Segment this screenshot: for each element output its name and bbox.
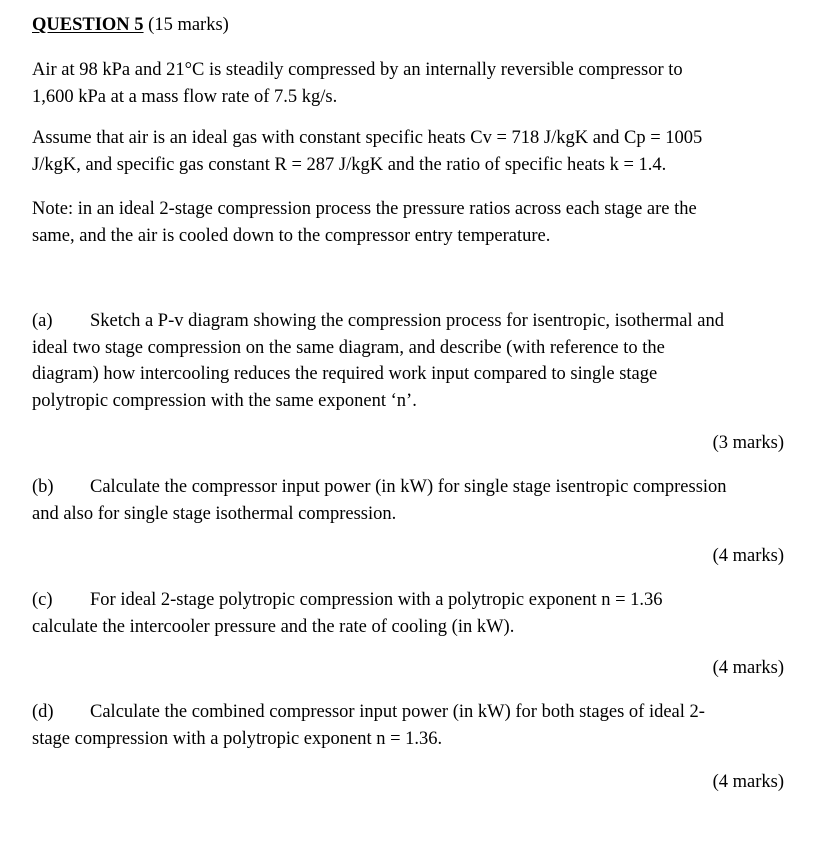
note-line: same, and the air is cooled down to the compressor entry temperature. — [32, 225, 551, 246]
part-c-text: calculate the intercooler pressure and the rate of cooling (in kW). — [32, 616, 515, 637]
part-b-text: and also for single stage isothermal compression. — [32, 503, 397, 524]
part-b-marks: (4 marks) — [712, 546, 784, 566]
part-a-text: polytropic compression with the same exponent ‘n’. — [32, 390, 417, 411]
part-b-label: (b) — [32, 477, 54, 497]
question-total-marks: (15 marks) — [148, 15, 229, 35]
part-d — [32, 699, 705, 752]
assumptions-line: Assume that air is an ideal gas with constant specific heats Cv = 718 J/kgK and Cp = 1005 — [32, 128, 703, 148]
part-c-text: For ideal 2-stage polytropic compression with a polytropic exponent n = 1.36 — [90, 590, 663, 610]
part-d-label: (d) — [32, 702, 54, 722]
part-a — [32, 308, 724, 414]
part-a-text: ideal two stage compression on the same diagram, and describe (with reference to the — [32, 337, 665, 358]
part-b — [32, 474, 727, 527]
intro-line: Air at 98 kPa and 21°C is steadily compressed by an internally reversible compressor to — [32, 60, 683, 80]
part-d-text: Calculate the combined compressor input power (in kW) for both stages of ideal 2- — [90, 702, 705, 722]
part-a-label: (a) — [32, 311, 53, 331]
intro-line: 1,600 kPa at a mass flow rate of 7.5 kg/s. — [32, 86, 338, 107]
assumptions-paragraph — [32, 125, 702, 178]
assumptions-line: J/kgK, and specific gas constant R = 287 J/kgK and the ratio of specific heats k = 1.4. — [32, 154, 667, 175]
part-d-marks: (4 marks) — [712, 772, 784, 792]
part-a-text: Sketch a P-v diagram showing the compression process for isentropic, isothermal and — [90, 311, 724, 331]
part-c-marks: (4 marks) — [712, 658, 784, 678]
part-d-text: stage compression with a polytropic exponent n = 1.36. — [32, 728, 443, 749]
intro-paragraph — [32, 57, 683, 110]
part-a-text: diagram) how intercooling reduces the required work input compared to single stage — [32, 364, 658, 384]
part-c-label: (c) — [32, 590, 53, 610]
note-line: Note: in an ideal 2-stage compression process the pressure ratios across each stage are the — [32, 199, 697, 219]
question-heading — [32, 12, 229, 38]
note-paragraph — [32, 196, 697, 249]
part-a-marks: (3 marks) — [712, 433, 784, 453]
question-label: QUESTION 5 — [32, 15, 144, 35]
part-c — [32, 587, 663, 640]
part-b-text: Calculate the compressor input power (in kW) for single stage isentropic compression — [90, 477, 727, 497]
